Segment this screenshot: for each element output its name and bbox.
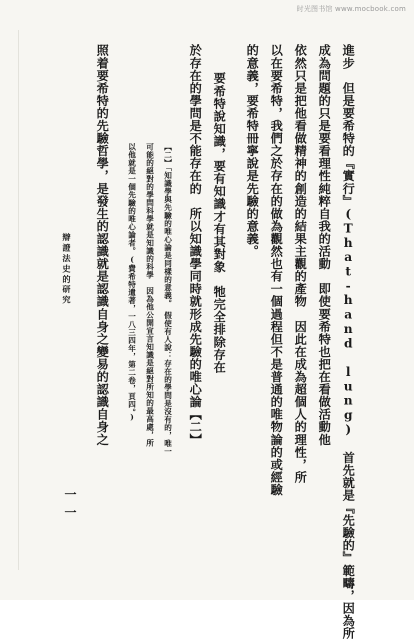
body-line-3: 依然只是把他看做精神的創造的結果主觀的產物 因此在成為超個人的理性，所: [293, 44, 308, 484]
body-line-4: 以在要希特，我們之於存在的做為觀然也有一個過程但不是普通的唯物論的或經驗: [269, 44, 284, 496]
footnote-line-1: 【二】「知識學與先驗的唯心論是同樣的意義。 假使有人說：存在的學問是沒有的，唯一: [163, 143, 173, 456]
body-line-5: 的意義，要希特冊寧說是先驗的意義。: [245, 44, 260, 258]
watermark-text: 时光图书馆 www.mocbook.com: [296, 5, 406, 13]
body-line-7: 於存在的學問是不能存在的 所以知識學同時就形成先驗的唯心論【二】: [188, 44, 203, 446]
page-number: 一一: [63, 488, 77, 524]
body-line-8: 照着要希特的先驗哲學，是發生的認識就是認識自身之變易的認識自身之: [95, 44, 110, 446]
body-line-6: 要希特說知識，要有知識才有其對象 牠完全排除存在: [212, 72, 227, 374]
footnote-line-2: 可能的絕對的學問科學就是知識的科學 因為他公開宣言知識是絕對所知的最高處，所: [145, 143, 155, 447]
page-gutter-shadow: [18, 30, 19, 570]
footnote-line-3: 以他就是一個先驗的唯心論者。(費希特遺著，一八三四年，第二卷，頁四。): [127, 143, 137, 422]
body-line-2: 成為問題的只是要看理性純粹自我的活動 即使要希特也把在看做活動他: [317, 44, 332, 446]
body-line-1: 進步 但是要希特的『實行』(That-hand lung) 首先就是『先驗的』範疇，因為所: [341, 44, 356, 639]
running-header: 辯證法史的研究: [62, 233, 72, 306]
